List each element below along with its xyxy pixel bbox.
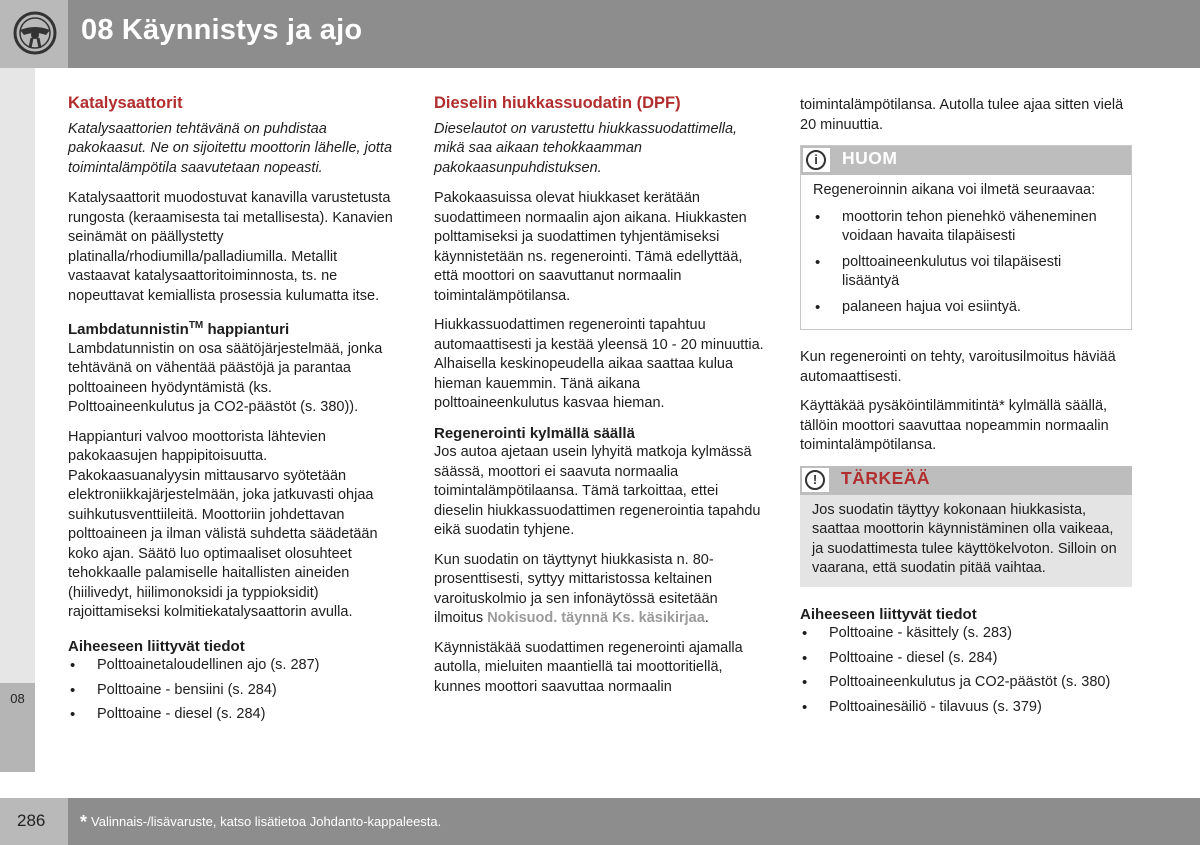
warning-icon: ! xyxy=(805,470,825,490)
warning-box xyxy=(800,466,1132,587)
paragraph: Pakokaasuissa olevat hiukkaset kerätään suodattimeen normaalin ajon aikana. Hiukkasten polttamiseksi ja suodattimen tyhjentämiseksi käynnistetään ns. regenerointi. Tämä edellyttää, että moottori on saavuttanut normaalin toimintalämpötilansa. xyxy=(434,190,747,304)
paragraph: Katalysaattorit muodostuvat kanavilla varustetusta rungosta (keraamisesta tai metallisesta). Kanavien seinämät on päällystetty platinalla/rhodiumilla/palladiumilla. Metallit vastaavat katalysaattoritoiminnosta, ts. ne nopeuttavat kemiallista prosessia kulumatta itse. xyxy=(68,190,393,304)
page-number: 286 xyxy=(17,811,46,830)
column-3 xyxy=(800,96,1132,722)
related-list xyxy=(800,624,1132,717)
related-link[interactable]: • Polttoaine - bensiini (s. 284) xyxy=(68,681,400,701)
related-link[interactable]: • Polttoaine - käsittely (s. 283) xyxy=(800,624,1132,644)
steering-wheel-icon xyxy=(13,11,57,55)
note-header xyxy=(801,146,1131,175)
section-lead: Dieselautot on varustettu hiukkassuodattimella, mikä saa aikaan tehokkaamman pakokaasunpuhdistuksen. xyxy=(434,120,738,176)
note-body xyxy=(801,175,1131,329)
related-link[interactable]: • Polttoaine - diesel (s. 284) xyxy=(68,705,400,725)
subsection-title: Lambdatunnistin™ happianturi xyxy=(68,320,290,338)
column-2 xyxy=(434,94,764,707)
paragraph: toimintalämpötilansa. Autolla tulee ajaa sitten vielä 20 minuuttia. xyxy=(800,97,1124,133)
related-link[interactable]: • Polttoainetaloudellinen ajo (s. 287) xyxy=(68,656,400,676)
footer-note: * Valinnais-/lisävaruste, katso lisätietoa Johdanto-kappaleesta. xyxy=(80,812,442,832)
paragraph: Käynnistäkää suodattimen regenerointi ajamalla autolla, mieluiten maantiellä tai moottoritiellä, kunnes moottori saavuttaa normaalin xyxy=(434,639,743,695)
note-intro: Regeneroinnin aikana voi ilmetä seuraavaa: xyxy=(813,182,1096,198)
section-title: Katalysaattorit xyxy=(68,94,183,112)
section-lead: Katalysaattorien tehtävänä on puhdistaa pakokaasut. Ne on sijoitettu moottorin lähelle, jotta toimintalämpötila saavutetaan nopeasti. xyxy=(68,120,393,176)
paragraph: Käyttäkää pysäköintilämmitintä* kylmällä säällä, tällöin moottori saavuttaa nopeammin normaalin toimintalämpötilansa. xyxy=(800,398,1109,453)
related-title: Aiheeseen liittyvät tiedot xyxy=(68,637,245,655)
paragraph: Jos autoa ajetaan usein lyhyitä matkoja kylmässä säässä, moottori ei saavuta normaalia toimintalämpötilaansa. Tämä tarkoittaa, ettei dieselin hiukkassuodattimen regenerointia tapahdu eikä suodatin tyhjene. xyxy=(434,444,761,538)
paragraph: Kun regenerointi on tehty, varoitusilmoitus häviää automaattisesti. xyxy=(800,349,1116,385)
chapter-tab-number: 08 xyxy=(10,691,25,706)
warning-text: Jos suodatin täyttyy kokonaan hiukkasista, saattaa moottorin käynnistäminen olla vaikeaa, ja suodattimesta tulee käyttökelvoton. Silloin on vaarana, että suodatin pitää vaihtaa. xyxy=(812,501,1117,576)
section-title: Dieselin hiukkassuodatin (DPF) xyxy=(434,94,681,112)
asterisk: * xyxy=(80,812,88,832)
paragraph: Hiukkassuodattimen regenerointi tapahtuu automaattisesti ja kestää yleensä 10 - 20 minuuttia. Alhaisella keskinopeudella aikaa saattaa kulua hieman kauemmin. Tänä aikana polttoaineenkulutus kasvaa hieman. xyxy=(434,317,764,411)
info-icon: i xyxy=(806,150,826,170)
related-link[interactable]: • Polttoaine - diesel (s. 284) xyxy=(800,649,1132,669)
column-1 xyxy=(68,94,400,730)
note-title: HUOM xyxy=(842,148,898,168)
paragraph: Kun suodatin on täyttynyt hiukkasista n. 80-prosenttisesti, syttyy mittaristossa keltainen varoituskolmio ja sen infonäytössä esitetään ilmoitus Nokisuod. täynnä Ks. käsikirjaa. xyxy=(434,551,718,626)
related-link[interactable]: • Polttoainesäiliö - tilavuus (s. 379) xyxy=(800,698,1132,718)
warning-header xyxy=(800,466,1132,495)
related-list xyxy=(68,656,400,725)
related-link[interactable]: • Polttoaineenkulutus ja CO2-päästöt (s. 380) xyxy=(800,673,1132,693)
paragraph: Happianturi valvoo moottorista lähtevien pakokaasujen happipitoisuutta. Pakokaasuanalyysin mittausarvo syötetään elektroniikkajärjestelmään, joka jatkuvasti ohjaa suihkutusventtiileitä. Moottoriin johdettavan polttoaineen ja ilman välistä suhdetta säädetään koko ajan. Säätö luo optimaaliset olosuhteet tehokkaalle palamiselle haitallisten aineiden (hiilivedyt, hiilimonoksidi ja typpioksidit) rajoittamiseksi kolmitiekatalysaattorin avulla. xyxy=(68,428,378,620)
warning-body xyxy=(800,495,1132,587)
list-item: • palaneen hajua voi esiintyä. xyxy=(813,298,1119,318)
note-list xyxy=(813,208,1119,318)
paragraph: Lambdatunnistin on osa säätöjärjestelmää, jonka tehtävänä on vähentää päästöjä ja parantaa polttoaineen hyödyntämistä (ks. Polttoaineenkulutus ja CO2-päästöt (s. 380)). xyxy=(68,340,383,415)
subsection-title: Regenerointi kylmällä säällä xyxy=(434,424,635,442)
list-item: • polttoaineenkulutus voi tilapäisesti lisääntyä xyxy=(813,253,1119,292)
display-message: Nokisuod. täynnä Ks. käsikirjaa xyxy=(487,610,705,626)
list-item: • moottorin tehon pienehkö väheneminen voidaan havaita tilapäisesti xyxy=(813,208,1119,247)
chapter-sidebar xyxy=(0,68,35,772)
warning-title: TÄRKEÄÄ xyxy=(841,467,931,488)
chapter-title: 08 Käynnistys ja ajo xyxy=(81,14,363,46)
related-title: Aiheeseen liittyvät tiedot xyxy=(800,605,977,623)
note-box xyxy=(800,145,1132,330)
header-icon-box xyxy=(0,0,68,68)
